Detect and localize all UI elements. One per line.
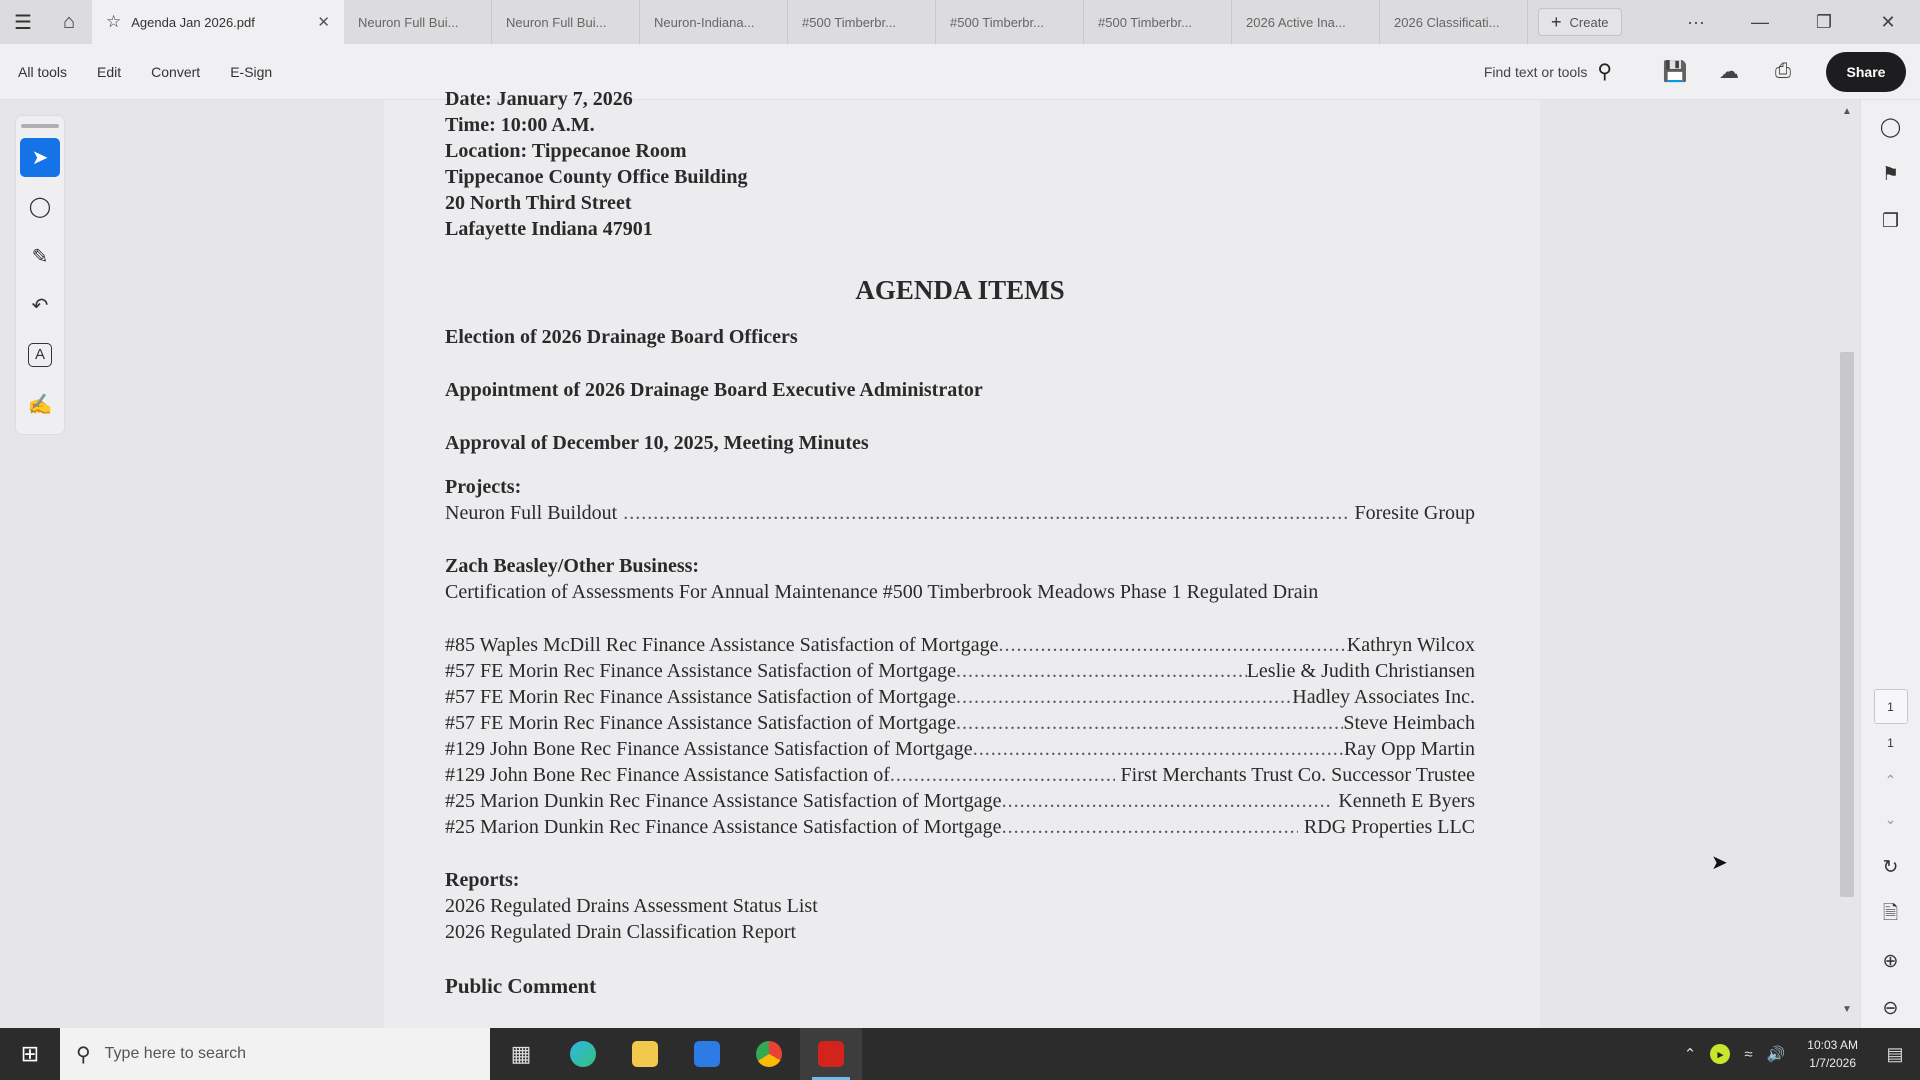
search-icon: ⚲	[76, 1043, 91, 1066]
create-button[interactable]	[1538, 8, 1622, 36]
menu-all-tools[interactable]: All tools	[18, 63, 68, 80]
edge-browser-icon[interactable]	[552, 1028, 614, 1080]
project-firm: Foresite Group	[1354, 502, 1475, 524]
agenda-item-election: Election of 2026 Drainage Board Officers	[445, 326, 798, 348]
task-view-icon[interactable]: ▦	[510, 1041, 532, 1066]
highlight-pen-icon[interactable]: ✎	[31, 245, 49, 268]
meeting-city: Lafayette Indiana 47901	[445, 218, 653, 240]
page-display-icon[interactable]: 🗎	[1882, 902, 1899, 924]
mortgage-party: First Merchants Trust Co. Successor Trustee	[1120, 764, 1475, 786]
project-name: Neuron Full Buildout	[445, 502, 618, 524]
reports-heading: Reports:	[445, 869, 520, 891]
mortgage-row	[445, 736, 1475, 762]
restore-icon[interactable]: ❐	[1815, 11, 1833, 32]
star-icon[interactable]: ☆	[106, 12, 122, 31]
mortgage-item: #25 Marion Dunkin Rec Finance Assistance Satisfaction of Mortgage	[445, 790, 1002, 812]
minimize-icon[interactable]: —	[1751, 11, 1769, 32]
right-side-panel	[1860, 100, 1920, 1028]
mortgage-list	[445, 632, 1475, 840]
text-box-icon[interactable]: A	[28, 343, 52, 367]
dot-leader	[956, 684, 1292, 710]
meeting-time: Time: 10:00 A.M.	[445, 114, 595, 136]
mortgage-party: Leslie & Judith Christiansen	[1246, 660, 1475, 682]
meeting-location: Location: Tippecanoe Room	[445, 140, 687, 162]
mortgage-row	[445, 658, 1475, 684]
mortgage-row	[445, 632, 1475, 658]
menu-edit[interactable]: Edit	[97, 63, 122, 80]
acrobat-app-icon[interactable]	[800, 1028, 862, 1080]
rotate-icon[interactable]: ↻	[1882, 857, 1899, 879]
tab-timberbrook-2[interactable]: #500 Timberbr...	[936, 0, 1084, 44]
certification-line: Certification of Assessments For Annual Maintenance #500 Timberbrook Meadows Phase 1 Regulated Drain	[445, 581, 1319, 603]
more-options-icon[interactable]: ···	[1687, 11, 1705, 32]
page-thumbnails-icon[interactable]: ❐	[1881, 210, 1900, 232]
scroll-thumb[interactable]	[1840, 352, 1854, 897]
document-workspace	[0, 88, 1920, 1028]
current-page-input[interactable]: 1	[1874, 689, 1908, 724]
mortgage-party: Kenneth E Byers	[1338, 790, 1475, 812]
dot-leader	[623, 500, 1348, 526]
clock-date: 1/7/2026	[1809, 1056, 1856, 1070]
mortgage-item: #57 FE Morin Rec Finance Assistance Satisfaction of Mortgage	[445, 686, 957, 708]
find-placeholder: Find text or tools	[1483, 63, 1588, 80]
agenda-title: AGENDA ITEMS	[855, 275, 1065, 305]
cloud-upload-icon[interactable]: ☁	[1719, 61, 1739, 83]
file-explorer-icon[interactable]	[614, 1028, 676, 1080]
agenda-item-minutes: Approval of December 10, 2025, Meeting Minutes	[445, 432, 869, 454]
mortgage-party: Ray Opp Martin	[1343, 738, 1475, 760]
mortgage-item: #129 John Bone Rec Finance Assistance Satisfaction of Mortgage	[445, 738, 973, 760]
select-tool-icon[interactable]: ➤	[20, 138, 60, 177]
mortgage-party: RDG Properties LLC	[1303, 816, 1475, 838]
print-icon[interactable]: ⎙	[1775, 60, 1791, 82]
agenda-document	[445, 86, 1475, 999]
mortgage-row	[445, 710, 1475, 736]
search-icon: ⚲	[1597, 61, 1612, 83]
tab-timberbrook-1[interactable]: #500 Timberbr...	[788, 0, 936, 44]
taskbar-search-placeholder: Type here to search	[104, 1045, 247, 1062]
previous-page-icon[interactable]: ⌃	[1884, 772, 1897, 789]
system-clock[interactable]	[1807, 1036, 1858, 1072]
save-icon[interactable]: 💾	[1662, 61, 1688, 83]
home-icon[interactable]: ⌂	[62, 10, 76, 33]
total-pages: 1	[1887, 736, 1894, 751]
next-page-icon[interactable]: ⌄	[1884, 811, 1897, 828]
comment-tool-icon[interactable]: ◯	[28, 196, 52, 219]
mortgage-row	[445, 814, 1475, 840]
mortgage-party: Hadley Associates Inc.	[1292, 686, 1475, 708]
mortgage-item: #85 Waples McDill Rec Finance Assistance Satisfaction of Mortgage	[445, 634, 999, 656]
mortgage-party: Kathryn Wilcox	[1346, 634, 1475, 656]
tab-agenda-pdf[interactable]	[92, 0, 344, 44]
zoom-in-icon[interactable]: ⊕	[1882, 951, 1899, 973]
meeting-date: Date: January 7, 2026	[445, 88, 633, 110]
notifications-icon[interactable]: ▤	[1886, 1043, 1904, 1064]
system-tray	[1684, 1036, 1920, 1072]
meeting-building: Tippecanoe County Office Building	[445, 166, 748, 188]
meeting-street: 20 North Third Street	[445, 192, 632, 214]
menu-convert[interactable]: Convert	[151, 63, 201, 80]
other-business-heading: Zach Beasley/Other Business:	[445, 555, 700, 577]
dot-leader	[1002, 814, 1298, 840]
mortgage-row	[445, 788, 1475, 814]
vertical-scrollbar[interactable]	[1838, 106, 1856, 1022]
tab-bar	[0, 0, 1920, 44]
sign-tool-icon[interactable]: ✍	[27, 393, 53, 416]
tab-active-ina[interactable]: 2026 Active Ina...	[1232, 0, 1380, 44]
tab-neuron-indiana[interactable]: Neuron-Indiana...	[640, 0, 788, 44]
windows-taskbar	[0, 1028, 1920, 1080]
volume-icon[interactable]: 🔊	[1766, 1046, 1786, 1063]
clock-time: 10:03 AM	[1807, 1038, 1858, 1052]
dot-leader	[1002, 788, 1333, 814]
zoom-out-icon[interactable]: ⊖	[1882, 998, 1899, 1020]
network-icon[interactable]: ≈	[1744, 1045, 1753, 1063]
dot-leader	[956, 710, 1343, 736]
report-item: 2026 Regulated Drain Classification Report	[445, 921, 797, 943]
tab-neuron-full-1[interactable]: Neuron Full Bui...	[344, 0, 492, 44]
chrome-browser-icon[interactable]	[738, 1028, 800, 1080]
hamburger-menu-icon[interactable]: ☰	[14, 11, 32, 34]
project-row	[445, 500, 1475, 526]
tab-neuron-full-2[interactable]: Neuron Full Bui...	[492, 0, 640, 44]
tray-app-icon[interactable]: ▸	[1710, 1044, 1730, 1064]
close-tab-icon[interactable]: ✕	[317, 14, 330, 31]
mortgage-row	[445, 684, 1475, 710]
taskbar-search-input[interactable]	[60, 1028, 490, 1080]
dot-leader	[973, 736, 1344, 762]
scroll-up-arrow-icon[interactable]: ▲	[1842, 106, 1852, 117]
report-item: 2026 Regulated Drains Assessment Status List	[445, 895, 818, 917]
mortgage-item: #25 Marion Dunkin Rec Finance Assistance Satisfaction of Mortgage	[445, 816, 1002, 838]
mortgage-party: Steve Heimbach	[1343, 712, 1475, 734]
plus-icon: +	[1551, 11, 1562, 32]
close-window-icon[interactable]: ✕	[1880, 11, 1896, 32]
scroll-down-arrow-icon[interactable]: ▼	[1842, 1004, 1852, 1015]
show-hidden-icons-icon[interactable]: ⌃	[1683, 1046, 1697, 1063]
dot-leader	[890, 762, 1115, 788]
pdf-page	[384, 88, 1540, 1028]
mortgage-item: #57 FE Morin Rec Finance Assistance Satisfaction of Mortgage	[445, 660, 957, 682]
find-tools-input[interactable]	[1484, 59, 1612, 84]
freehand-draw-icon[interactable]: ↶	[31, 294, 49, 317]
tab-timberbrook-3[interactable]: #500 Timberbr...	[1084, 0, 1232, 44]
tab-classification[interactable]: 2026 Classificati...	[1380, 0, 1528, 44]
mouse-cursor-icon: ➤	[1711, 852, 1728, 874]
agenda-item-appointment: Appointment of 2026 Drainage Board Executive Administrator	[445, 379, 983, 401]
share-button[interactable]: Share	[1826, 52, 1906, 92]
mortgage-item: #57 FE Morin Rec Finance Assistance Satisfaction of Mortgage	[445, 712, 957, 734]
tab-label: Agenda Jan 2026.pdf	[131, 14, 255, 30]
outlook-mail-icon[interactable]	[676, 1028, 738, 1080]
dot-leader	[998, 632, 1346, 658]
dot-leader	[956, 658, 1247, 684]
comments-icon[interactable]: ◯	[1879, 116, 1902, 138]
create-label: Create	[1569, 14, 1609, 30]
mortgage-row	[445, 762, 1475, 788]
public-comment-heading: Public Comment	[445, 974, 597, 998]
projects-heading: Projects:	[445, 476, 522, 498]
rail-drag-handle[interactable]	[21, 124, 59, 128]
quick-tools-rail	[16, 116, 64, 434]
menu-e-sign[interactable]: E-Sign	[230, 63, 273, 80]
windows-start-icon[interactable]: ⊞	[20, 1041, 40, 1066]
bookmarks-icon[interactable]: ⚑	[1881, 163, 1900, 185]
mortgage-item: #129 John Bone Rec Finance Assistance Satisfaction of	[445, 764, 890, 786]
